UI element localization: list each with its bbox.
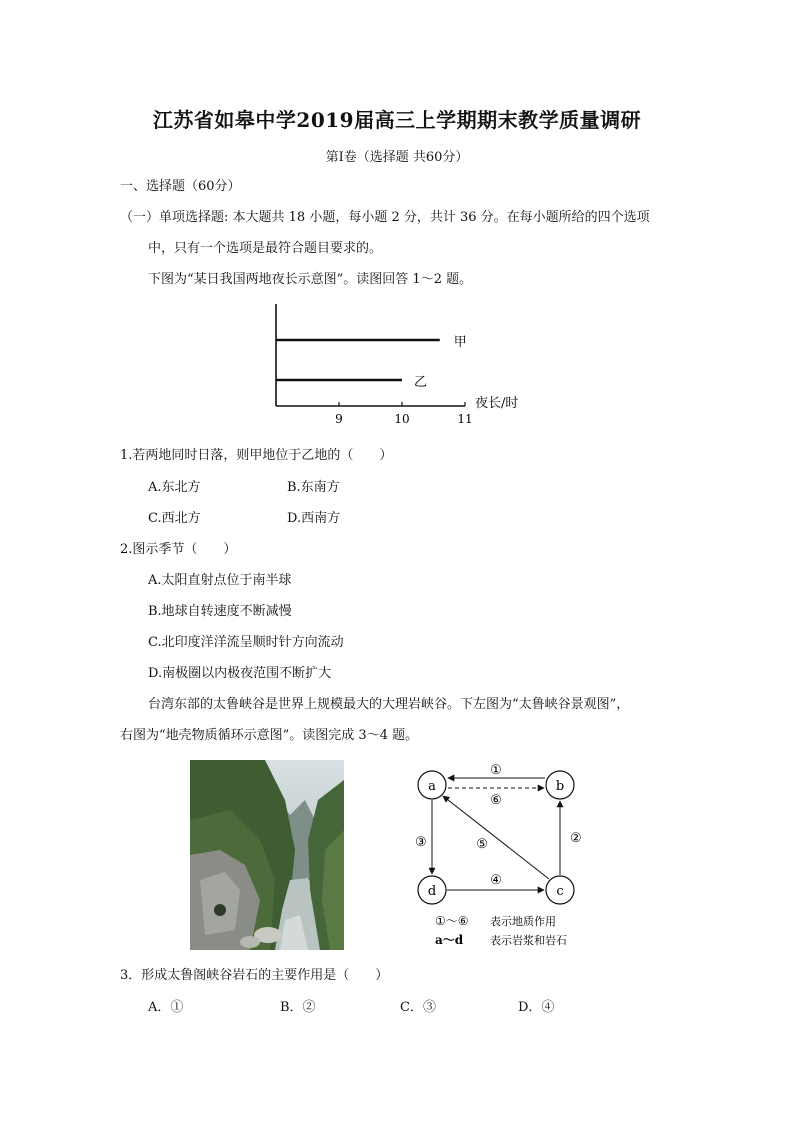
question-1-option-d[interactable]: D.西南方 <box>287 511 341 526</box>
section-heading: 一、选择题（60分） <box>120 179 241 194</box>
question-1-option-b[interactable]: B.东南方 <box>287 480 340 495</box>
chart-tick-label-10: 10 <box>394 412 410 426</box>
instruction-line-1: （一）单项选择题: 本大题共 18 小题，每小题 2 分，共计 36 分。在每小题所给的四个选项 <box>120 210 650 225</box>
intro-chart-1: 下图为“某日我国两地夜长示意图”。读图回答 1～2 题。 <box>148 272 473 287</box>
page-title: 江苏省如皋中学2019届高三上学期期末教学质量调研 <box>152 108 642 132</box>
intro-taroko-line-1: 台湾东部的太鲁峡谷是世界上规模最大的大理岩峡谷。下左图为“太鲁峡谷景观图”， <box>148 697 630 712</box>
question-2-option-d[interactable]: D.南极圈以内极夜范围不断扩大 <box>148 666 332 681</box>
question-2-option-b[interactable]: B.地球自转速度不断减慢 <box>148 604 292 619</box>
question-1-option-c[interactable]: C.西北方 <box>148 511 201 526</box>
arrow-label-1: ① <box>490 763 502 778</box>
question-1-option-a[interactable]: A.东北方 <box>148 480 201 495</box>
node-c-label: c <box>556 884 564 899</box>
taroko-gorge-photo <box>190 760 344 950</box>
question-3-option-d[interactable]: D．④ <box>518 1000 555 1015</box>
question-3-option-a[interactable]: A．① <box>148 1000 184 1015</box>
chart-bar-label-yi: 乙 <box>414 375 428 390</box>
question-2-option-c[interactable]: C.北印度洋洋流呈顺时针方向流动 <box>148 635 344 650</box>
arrow-label-6: ⑥ <box>490 793 502 808</box>
arrow-5 <box>443 796 549 879</box>
question-2-option-a[interactable]: A.太阳直射点位于南半球 <box>148 573 292 588</box>
arrow-label-4: ④ <box>490 873 502 888</box>
legend-2-symbol: a～d <box>435 933 464 947</box>
legend-2-text: 表示岩浆和岩石 <box>490 934 567 947</box>
node-b-label: b <box>555 779 565 794</box>
question-3-stem: 3．形成太鲁阁峡谷岩石的主要作用是（ ） <box>120 968 389 983</box>
page-subtitle: 第I卷（选择题 共60分） <box>325 150 469 165</box>
intro-taroko-line-2: 右图为“地壳物质循环示意图”。读图完成 3～4 题。 <box>120 728 419 743</box>
night-length-chart <box>260 300 550 430</box>
chart-bar-label-jia: 甲 <box>453 335 467 350</box>
legend-1-text: 表示地质作用 <box>490 915 556 928</box>
node-a-label: a <box>428 779 436 794</box>
chart-x-axis-label: 夜长/时 <box>475 396 519 411</box>
node-d-label: d <box>427 884 437 899</box>
rock-cycle-diagram <box>405 758 595 953</box>
question-1-stem: 1.若两地同时日落，则甲地位于乙地的（ ） <box>120 448 393 463</box>
arrow-label-5: ⑤ <box>476 837 488 852</box>
legend-1-symbol: ①～⑥ <box>435 914 469 928</box>
chart-tick-label-11: 11 <box>457 412 473 426</box>
question-3-option-c[interactable]: C．③ <box>400 1000 436 1015</box>
instruction-line-2: 中，只有一个选项是最符合题目要求的。 <box>148 241 383 256</box>
chart-tick-label-9: 9 <box>335 412 343 426</box>
question-3-option-b[interactable]: B．② <box>280 1000 316 1015</box>
question-2-stem: 2.图示季节（ ） <box>120 542 237 557</box>
arrow-label-2: ② <box>570 831 582 846</box>
arrow-label-3: ③ <box>415 835 427 850</box>
